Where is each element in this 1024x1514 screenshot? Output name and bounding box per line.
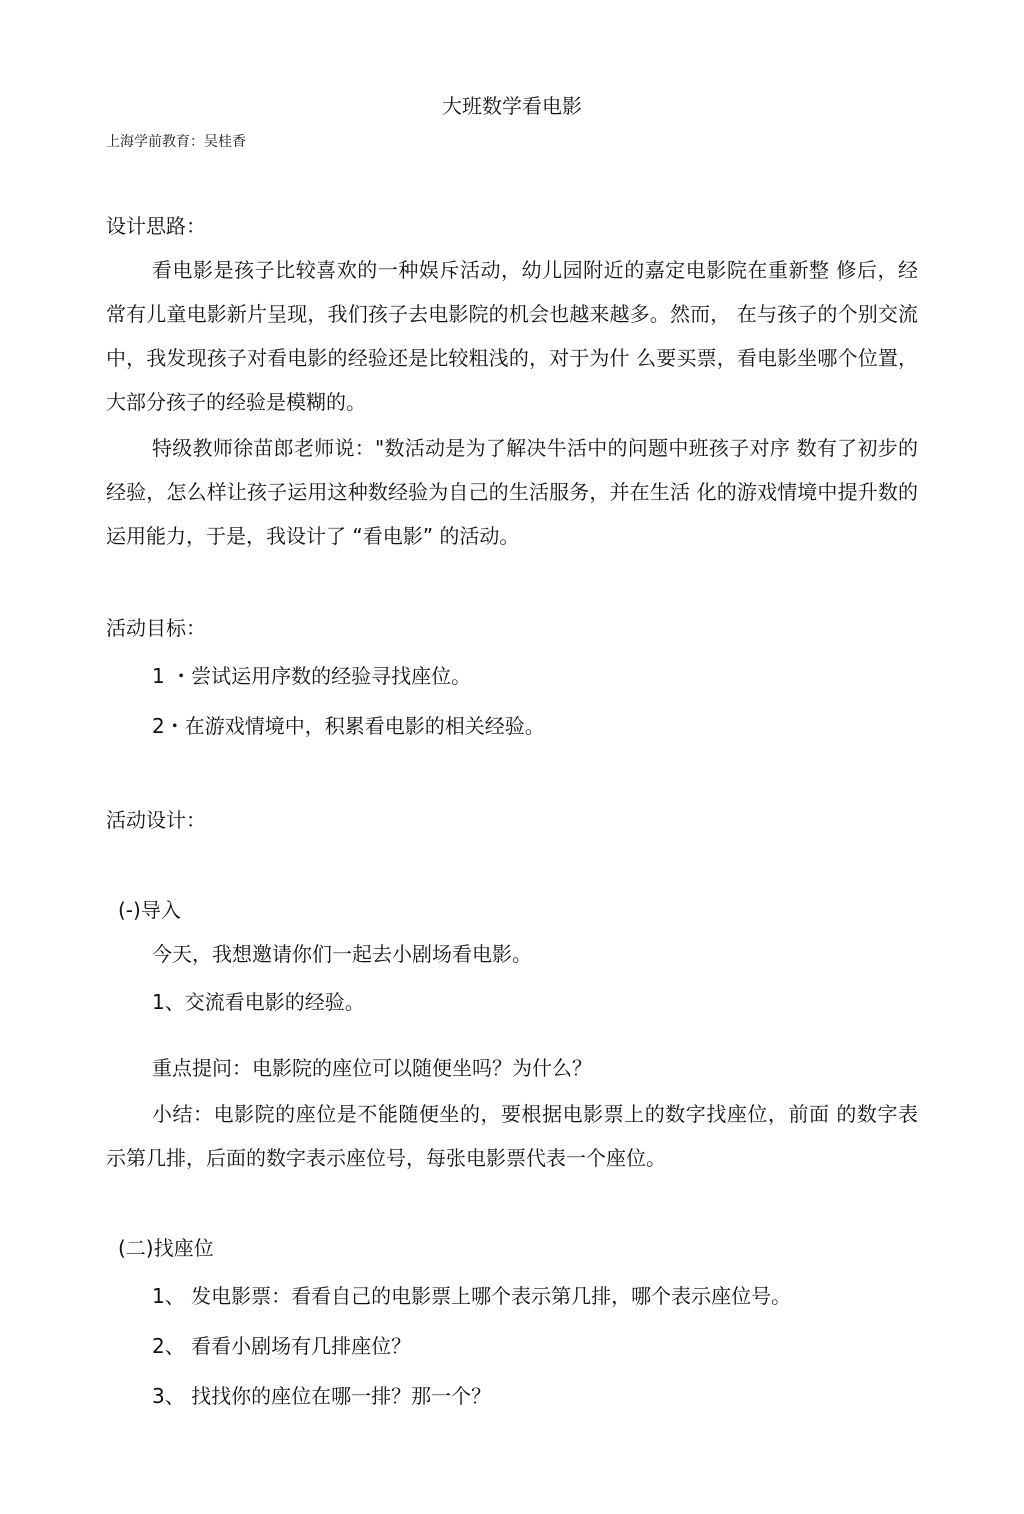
goal-item-1: 1 ・尝试运用序数的经验寻找座位。 bbox=[152, 664, 472, 688]
document-title: 大班数学看电影 bbox=[442, 94, 582, 118]
activity-heading: 活动设计： bbox=[106, 808, 206, 832]
author-line: 上海学前教育：吴桂香 bbox=[106, 134, 246, 150]
goal-item-2: 2・在游戏情境中，积累看电影的相关经验。 bbox=[152, 714, 545, 738]
section2-item-3: 3、 找找你的座位在哪一排？那一个？ bbox=[152, 1384, 492, 1408]
design-paragraph-2: 特级教师徐苗郎老师说："数活动是为了解决牛活中的问题中班孩子对序 数有了初步的经验，怎么样让孩子运用这种数经验为自己的生活服务，并在生活 化的游戏情境中提升数的运用能力，于是，我设计了 “看电影” 的活动。 bbox=[106, 436, 918, 548]
design-paragraph-1: 看电影是孩子比较喜欢的一种娱斥活动，幼儿园附近的嘉定电影院在重新整 修后，经常有儿童电影新片呈现，我们孩子去电影院的机会也越来越多。然而， 在与孩子的个别交流中，我发现孩子对看电影的经验还是比较粗浅的，对于为什 么要买票，看电影坐哪个位置，大部分孩子的经验是模糊的。 bbox=[106, 258, 918, 414]
section1-question: 重点提问：电影院的座位可以随便坐吗？为什么？ bbox=[152, 1056, 592, 1080]
goals-heading: 活动目标： bbox=[106, 616, 206, 640]
section2-item-1: 1、 发电影票：看看自己的电影票上哪个表示第几排，哪个表示座位号。 bbox=[152, 1284, 792, 1308]
section2-heading: (二)找座位 bbox=[118, 1236, 214, 1260]
design-heading: 设计思路： bbox=[106, 214, 206, 238]
section1-heading: (-)导入 bbox=[118, 898, 181, 922]
section2-item-2: 2、 看看小剧场有几排座位？ bbox=[152, 1334, 412, 1358]
section1-summary: 小结：电影院的座位是不能随便坐的，要根据电影票上的数字找座位，前面 的数字表示第几排，后面的数字表示座位号，每张电影票代表一个座位。 bbox=[106, 1102, 918, 1170]
section1-intro: 今天，我想邀请你们一起去小剧场看电影。 bbox=[152, 942, 532, 966]
section1-item-1: 1、交流看电影的经验。 bbox=[152, 990, 365, 1014]
